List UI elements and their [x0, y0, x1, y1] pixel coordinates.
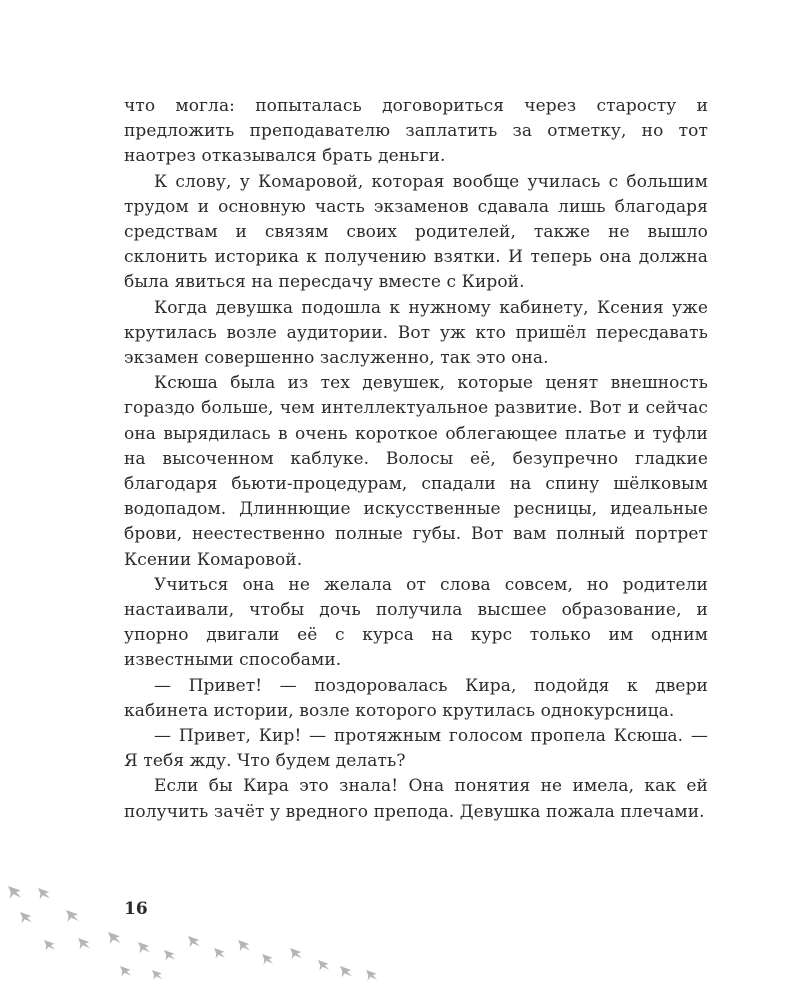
bird-icon: [138, 942, 150, 953]
paragraph: Учиться она не желала от слова совсем, но родители настаивали, чтобы дочь получила высшее образование, и упорно двигали её с курса на курс только им одним известными способами.: [124, 574, 708, 671]
bird-icon: [340, 966, 352, 977]
bird-icon: [78, 938, 90, 949]
bird-icon: [108, 932, 121, 944]
bird-icon: [44, 940, 55, 951]
paragraph: — Привет! — поздоровалась Кира, подойдя к двери кабинета истории, возле которого крутилась однокурсница.: [124, 675, 708, 721]
paragraph: Когда девушка подошла к нужному кабинету, Ксения уже крутилась возле аудитории. Вот уж кто пришёл пересдавать экзамен совершенно заслуженно, так это она.: [124, 297, 708, 369]
page-number: 16: [124, 899, 148, 919]
bird-icon: [8, 886, 22, 899]
bird-icon: [366, 970, 377, 981]
bird-icon: [318, 960, 329, 971]
bird-icon: [290, 948, 302, 959]
paragraph: — Привет, Кир! — протяжным голосом пропела Ксюша. — Я тебя жду. Что будем делать?: [124, 726, 708, 772]
bird-icon: [38, 888, 50, 899]
birds-ornament-icon: [0, 870, 420, 990]
paragraph: Ксюша была из тех девушек, которые ценят внешность гораздо больше, чем интеллектуальное развитие. Вот и сейчас она вырядилась в очень короткое облегающее платье и туфли на высоченном каблуке. Волосы её, безупречно гладкие благодаря бьюти-процедурам, спадали на спину шёлковым водопадом. Длиннющие искусственные ресницы, идеальные брови, неестественно полные губы. Вот вам полный портрет Ксении Комаровой.: [124, 373, 708, 570]
bird-icon: [164, 950, 175, 961]
paragraph: К слову, у Комаровой, которая вообще училась с большим трудом и основную часть экзаменов сдавала лишь благодаря средствам и связям своих родителей, также не вышло склонить историка к получению взятки. И теперь она должна была явиться на пересдачу вместе с Кирой.: [124, 171, 708, 293]
paragraph: что могла: попыталась договориться через старосту и предложить преподавателю заплатить за отметку, но тот наотрез отказывался брать деньги.: [124, 96, 708, 167]
body-text: [124, 94, 708, 825]
bird-icon: [262, 954, 273, 965]
bird-icon: [66, 910, 79, 922]
bird-icon: [20, 912, 32, 923]
bird-icon: [188, 936, 200, 947]
bird-icon: [152, 970, 163, 980]
bird-icon: [214, 948, 225, 959]
bird-icon: [238, 940, 250, 951]
bird-icon: [120, 966, 131, 977]
paragraph: Если бы Кира это знала! Она понятия не имела, как ей получить зачёт у вредного препода. Девушка пожала плечами.: [124, 776, 708, 822]
